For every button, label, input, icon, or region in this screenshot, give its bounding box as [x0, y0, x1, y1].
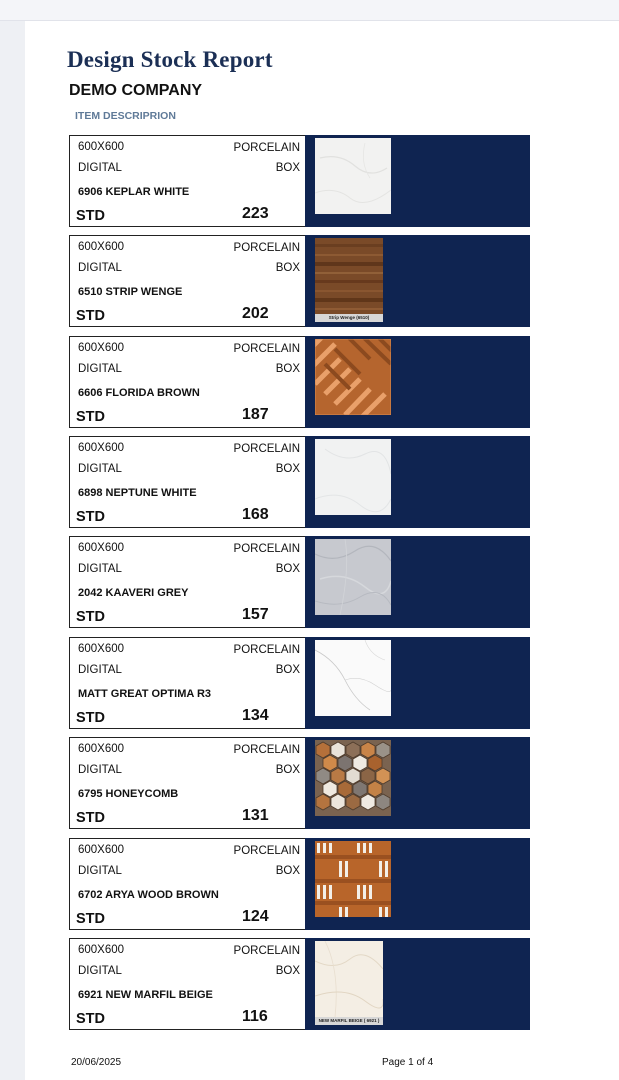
- report-date: 20/06/2025: [71, 1057, 122, 1068]
- item-quantity: 202: [242, 305, 269, 322]
- item-name: 6898 NEPTUNE WHITE: [78, 487, 197, 499]
- item-unit: BOX: [275, 865, 300, 877]
- item-info-box: [69, 536, 307, 628]
- item-material: PORCELAIN: [233, 945, 300, 957]
- section-label: ITEM DESCRIPRION: [75, 110, 176, 122]
- item-category: DIGITAL: [78, 463, 122, 475]
- item-unit: BOX: [275, 664, 300, 676]
- item-name: 6906 KEPLAR WHITE: [78, 186, 190, 198]
- item-unit: BOX: [275, 262, 300, 274]
- item-grade: STD: [76, 710, 105, 726]
- stock-item: [69, 838, 530, 930]
- item-quantity: 157: [242, 606, 269, 623]
- item-quantity: 187: [242, 406, 269, 423]
- item-name: 6510 STRIP WENGE: [78, 286, 183, 298]
- stock-item: [69, 536, 530, 628]
- tile-image: [315, 238, 383, 314]
- item-grade: STD: [76, 409, 105, 425]
- tile-image: [315, 339, 391, 415]
- item-name: 6606 FLORIDA BROWN: [78, 387, 200, 399]
- stock-item: [69, 737, 530, 829]
- item-image-panel: [305, 135, 530, 227]
- item-info-box: [69, 737, 307, 829]
- item-size: 600X600: [78, 442, 125, 454]
- item-category: DIGITAL: [78, 764, 122, 776]
- item-name: 6702 ARYA WOOD BROWN: [78, 889, 219, 901]
- tile-image: [315, 841, 391, 917]
- item-quantity: 124: [242, 908, 269, 925]
- item-category: DIGITAL: [78, 865, 122, 877]
- item-quantity: 131: [242, 807, 269, 824]
- item-material: PORCELAIN: [233, 543, 300, 555]
- item-unit: BOX: [275, 965, 300, 977]
- item-quantity: 134: [242, 707, 269, 724]
- item-image-panel: [305, 838, 530, 930]
- item-material: PORCELAIN: [233, 845, 300, 857]
- item-info-box: [69, 135, 307, 227]
- item-material: PORCELAIN: [233, 142, 300, 154]
- item-info-box: [69, 938, 307, 1030]
- item-category: DIGITAL: [78, 363, 122, 375]
- stock-item: [69, 637, 530, 729]
- item-image-panel: [305, 536, 530, 628]
- item-size: 600X600: [78, 241, 125, 253]
- item-unit: BOX: [275, 563, 300, 575]
- item-quantity: 168: [242, 506, 269, 523]
- item-image-panel: [305, 938, 530, 1030]
- item-unit: BOX: [275, 463, 300, 475]
- stock-item: [69, 938, 530, 1030]
- company-name: DEMO COMPANY: [69, 82, 203, 99]
- item-info-box: [69, 838, 307, 930]
- item-info-box: [69, 637, 307, 729]
- item-grade: STD: [76, 609, 105, 625]
- item-info-box: [69, 235, 307, 327]
- item-info-box: [69, 336, 307, 428]
- tile-image: [315, 740, 391, 816]
- item-unit: BOX: [275, 363, 300, 375]
- item-unit: BOX: [275, 162, 300, 174]
- item-category: DIGITAL: [78, 262, 122, 274]
- item-grade: STD: [76, 308, 105, 324]
- item-name: 6921 NEW MARFIL BEIGE: [78, 989, 213, 1001]
- tile-caption: NEW MARFIL BEIGE ( 6921 ): [315, 1017, 383, 1025]
- item-image-panel: [305, 336, 530, 428]
- item-category: DIGITAL: [78, 664, 122, 676]
- item-image-panel: [305, 637, 530, 729]
- report-title: Design Stock Report: [67, 47, 273, 72]
- item-size: 600X600: [78, 643, 125, 655]
- item-category: DIGITAL: [78, 563, 122, 575]
- item-grade: STD: [76, 509, 105, 525]
- tile-image: [315, 138, 391, 214]
- item-grade: STD: [76, 810, 105, 826]
- stock-item: [69, 135, 530, 227]
- item-info-box: [69, 436, 307, 528]
- item-image-panel: [305, 737, 530, 829]
- item-quantity: 223: [242, 205, 269, 222]
- stock-item: [69, 436, 530, 528]
- tile-image: [315, 640, 391, 716]
- item-size: 600X600: [78, 342, 125, 354]
- item-category: DIGITAL: [78, 162, 122, 174]
- tile-image: [315, 539, 391, 615]
- stock-item: [69, 235, 530, 327]
- item-name: MATT GREAT OPTIMA R3: [78, 688, 212, 700]
- stock-item: [69, 336, 530, 428]
- item-material: PORCELAIN: [233, 644, 300, 656]
- item-quantity: 116: [242, 1008, 268, 1025]
- item-size: 600X600: [78, 743, 125, 755]
- item-size: 600X600: [78, 844, 125, 856]
- tile-image: [315, 941, 383, 1017]
- item-grade: STD: [76, 208, 105, 224]
- item-material: PORCELAIN: [233, 242, 300, 254]
- item-image-panel: [305, 235, 530, 327]
- page-indicator: Page 1 of 4: [382, 1057, 434, 1068]
- report-page: [25, 21, 619, 1080]
- tile-image: [315, 439, 391, 515]
- item-size: 600X600: [78, 542, 125, 554]
- item-size: 600X600: [78, 141, 125, 153]
- item-material: PORCELAIN: [233, 443, 300, 455]
- item-material: PORCELAIN: [233, 343, 300, 355]
- item-grade: STD: [76, 1011, 105, 1027]
- item-unit: BOX: [275, 764, 300, 776]
- item-grade: STD: [76, 911, 105, 927]
- item-image-panel: [305, 436, 530, 528]
- tile-caption: Strip Wenge (6510): [315, 314, 383, 322]
- item-category: DIGITAL: [78, 965, 122, 977]
- item-name: 6795 HONEYCOMB: [78, 788, 179, 800]
- item-size: 600X600: [78, 944, 125, 956]
- viewer-top-bar: [0, 0, 619, 21]
- item-name: 2042 KAAVERI GREY: [78, 587, 189, 599]
- item-material: PORCELAIN: [233, 744, 300, 756]
